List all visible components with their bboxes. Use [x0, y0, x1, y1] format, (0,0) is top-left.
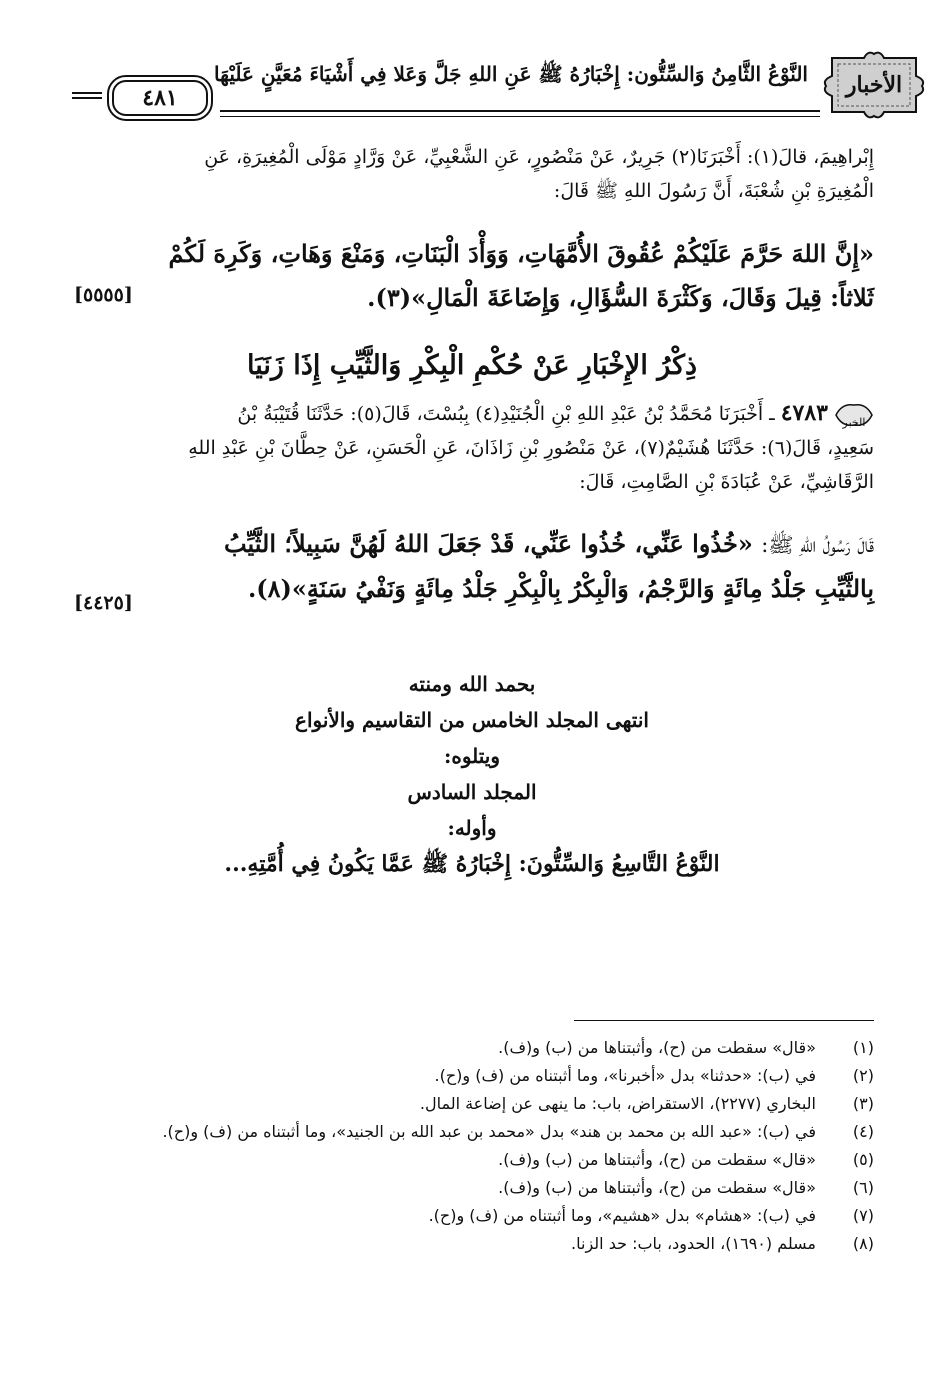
- footnote-text: مسلم (١٦٩٠)، الحدود، باب: حد الزنا.: [571, 1234, 816, 1253]
- footnote: [70, 1118, 874, 1146]
- footnote: [70, 1174, 874, 1202]
- footnote: [70, 1062, 874, 1090]
- header-rule: [220, 110, 820, 117]
- chapter-badge: [818, 50, 930, 120]
- footnote-text: «قال» سقطت من (ح)، وأثبتناها من (ب) و(ف).: [498, 1038, 816, 1057]
- text-line: سَعِيدٍ، قَالَ(٦): حَدَّثَنَا هُشَيْمٌ(٧)، عَنْ مَنْصُورِ بْنِ زَاذَانَ، عَنِ الْحَسَنِ، عَنْ حِطَّانَ بْنِ عَبْدِ اللهِ: [188, 437, 874, 459]
- text-line: الْمُغِيرَةِ بْنِ شُعْبَةَ، أَنَّ رَسُولَ اللهِ ﷺ قَالَ:: [553, 180, 874, 202]
- header-rule-left: [72, 92, 102, 99]
- footnote-number: (٨): [852, 1234, 874, 1253]
- footnote-number: (٣): [852, 1094, 874, 1113]
- page-number: ٤٨١: [142, 85, 178, 111]
- hadith-marker-label: الخبر: [842, 416, 866, 429]
- colophon-line: المجلد السادس: [407, 780, 537, 804]
- footnote-number: (٧): [852, 1206, 874, 1225]
- hadith-matn-2: [70, 522, 874, 611]
- footnote-number: (٥): [852, 1150, 874, 1169]
- text-line: إِبْراهِيمَ، قالَ(١): أَخْبَرَنَا(٢) جَرِيرٌ، عَنْ مَنْصُورٍ، عَنِ الشَّعْبِيِّ، عَنْ وَرَّادٍ مَوْلَى الْمُغِيرَةِ، عَنِ: [204, 146, 874, 168]
- footnote-text: البخاري (٢٢٧٧)، الاستقراض، باب: ما ينهى عن إضاعة المال.: [419, 1094, 816, 1113]
- colophon-line: النَّوْعُ التَّاسِعُ وَالسِّتُّونَ: إِخْبَارُهُ ﷺ عَمَّا يَكُونُ فِي أُمَّتِهِ...: [224, 851, 720, 877]
- footnote-text: في (ب): «عبد الله بن محمد بن هند» بدل «محمد بن عبد الله بن الجنيد»، وما أثبتناه من (ف) و(ح).: [162, 1122, 816, 1141]
- footnote-number: (٤): [852, 1122, 874, 1141]
- running-header: [60, 48, 903, 128]
- footnote-text: «قال» سقطت من (ح)، وأثبتناها من (ب) و(ف).: [498, 1150, 816, 1169]
- reference-number: [٥٥٥٥]: [74, 284, 133, 306]
- footnote-text: في (ب): «حدثنا» بدل «أخبرنا»، وما أثبتناه من (ف) و(ح).: [434, 1066, 816, 1085]
- colophon: [100, 666, 844, 882]
- running-title: النَّوْعُ الثَّامِنُ وَالسِّتُّون: إِخْبَارُهُ ﷺ عَنِ اللهِ جَلَّ وَعَلا فِي أَشْيَاءَ مُعَيَّنٍ عَلَيْهَا: [214, 62, 808, 86]
- hadith-number: ٤٧٨٣: [780, 400, 828, 426]
- section-heading: ذِكْرُ الإِخْبَارِ عَنْ حُكْمِ الْبِكْرِ وَالثَّيِّبِ إِذَا زَنَيَا: [246, 350, 698, 381]
- footnote: [70, 1146, 874, 1174]
- badge-label: الأخبار: [845, 72, 903, 98]
- page-number-box: [112, 80, 208, 116]
- colophon-line: بحمد الله ومنته: [408, 672, 536, 696]
- text-line: بِالثَّيِّبِ جَلْدُ مِائَةٍ وَالرَّجْمُ، وَالْبِكْرُ بِالْبِكْرِ جَلْدُ مِائَةٍ وَنَفْيُ سَنَةٍ»(٨).: [247, 574, 874, 603]
- colophon-line: انتهى المجلد الخامس من التقاسيم والأنواع: [295, 708, 649, 732]
- isnad-paragraph-2: [70, 396, 874, 499]
- footnotes: [70, 1034, 874, 1258]
- hadith-marker: [834, 401, 874, 429]
- footnote-rule: [574, 1020, 874, 1021]
- footnote: [70, 1090, 874, 1118]
- reference-number: [٤٤٢٥]: [74, 592, 133, 614]
- text-line: ثَلاثاً: قِيلَ وَقَالَ، وَكَثْرَةَ السُّؤَالِ، وَإِضَاعَةَ الْمَالِ»(٣).: [367, 283, 874, 312]
- footnote-number: (١): [852, 1038, 874, 1057]
- footnote: [70, 1230, 874, 1258]
- matn-lead: قَالَ رَسُولُ اللهِ ﷺ:: [761, 533, 874, 557]
- hadith-matn-1: [70, 232, 874, 320]
- text-line: الرَّقَاشِيِّ، عَنْ عُبَادَةَ بْنِ الصَّامِتِ، قَالَ:: [579, 471, 874, 493]
- colophon-line: وأوله:: [447, 816, 497, 840]
- footnote-text: في (ب): «هشام» بدل «هشيم»، وما أثبتناه من (ف) و(ح).: [428, 1206, 816, 1225]
- footnote: [70, 1034, 874, 1062]
- matn-text: «خُذُوا عَنِّي، خُذُوا عَنِّي، قَدْ جَعَلَ اللهُ لَهُنَّ سَبِيلاً؛ الثَّيِّبُ: [223, 529, 753, 558]
- text-line: [70, 522, 874, 567]
- text-line: «إِنَّ اللهَ حَرَّمَ عَلَيْكُمْ عُقُوقَ الأُمَّهَاتِ، وَوَأْدَ الْبَنَاتِ، وَمَنْعَ وَهَاتِ، وَكَرِهَ لَكُمْ: [168, 239, 874, 268]
- colophon-line: ويتلوه:: [443, 744, 501, 768]
- footnote-text: «قال» سقطت من (ح)، وأثبتناها من (ب) و(ف).: [498, 1178, 816, 1197]
- footnote-number: (٢): [852, 1066, 874, 1085]
- footnote: [70, 1202, 874, 1230]
- text-line: ـ أَخْبَرَنَا مُحَمَّدُ بْنُ عَبْدِ اللهِ بْنِ الْجُنَيْدِ(٤) بِبُسْتَ، قَالَ(٥): حَدَّثَنَا قُتَيْبَةُ بْنُ: [237, 403, 775, 425]
- isnad-paragraph-1: [70, 140, 874, 208]
- footnote-number: (٦): [852, 1178, 874, 1197]
- text-line: [70, 396, 874, 431]
